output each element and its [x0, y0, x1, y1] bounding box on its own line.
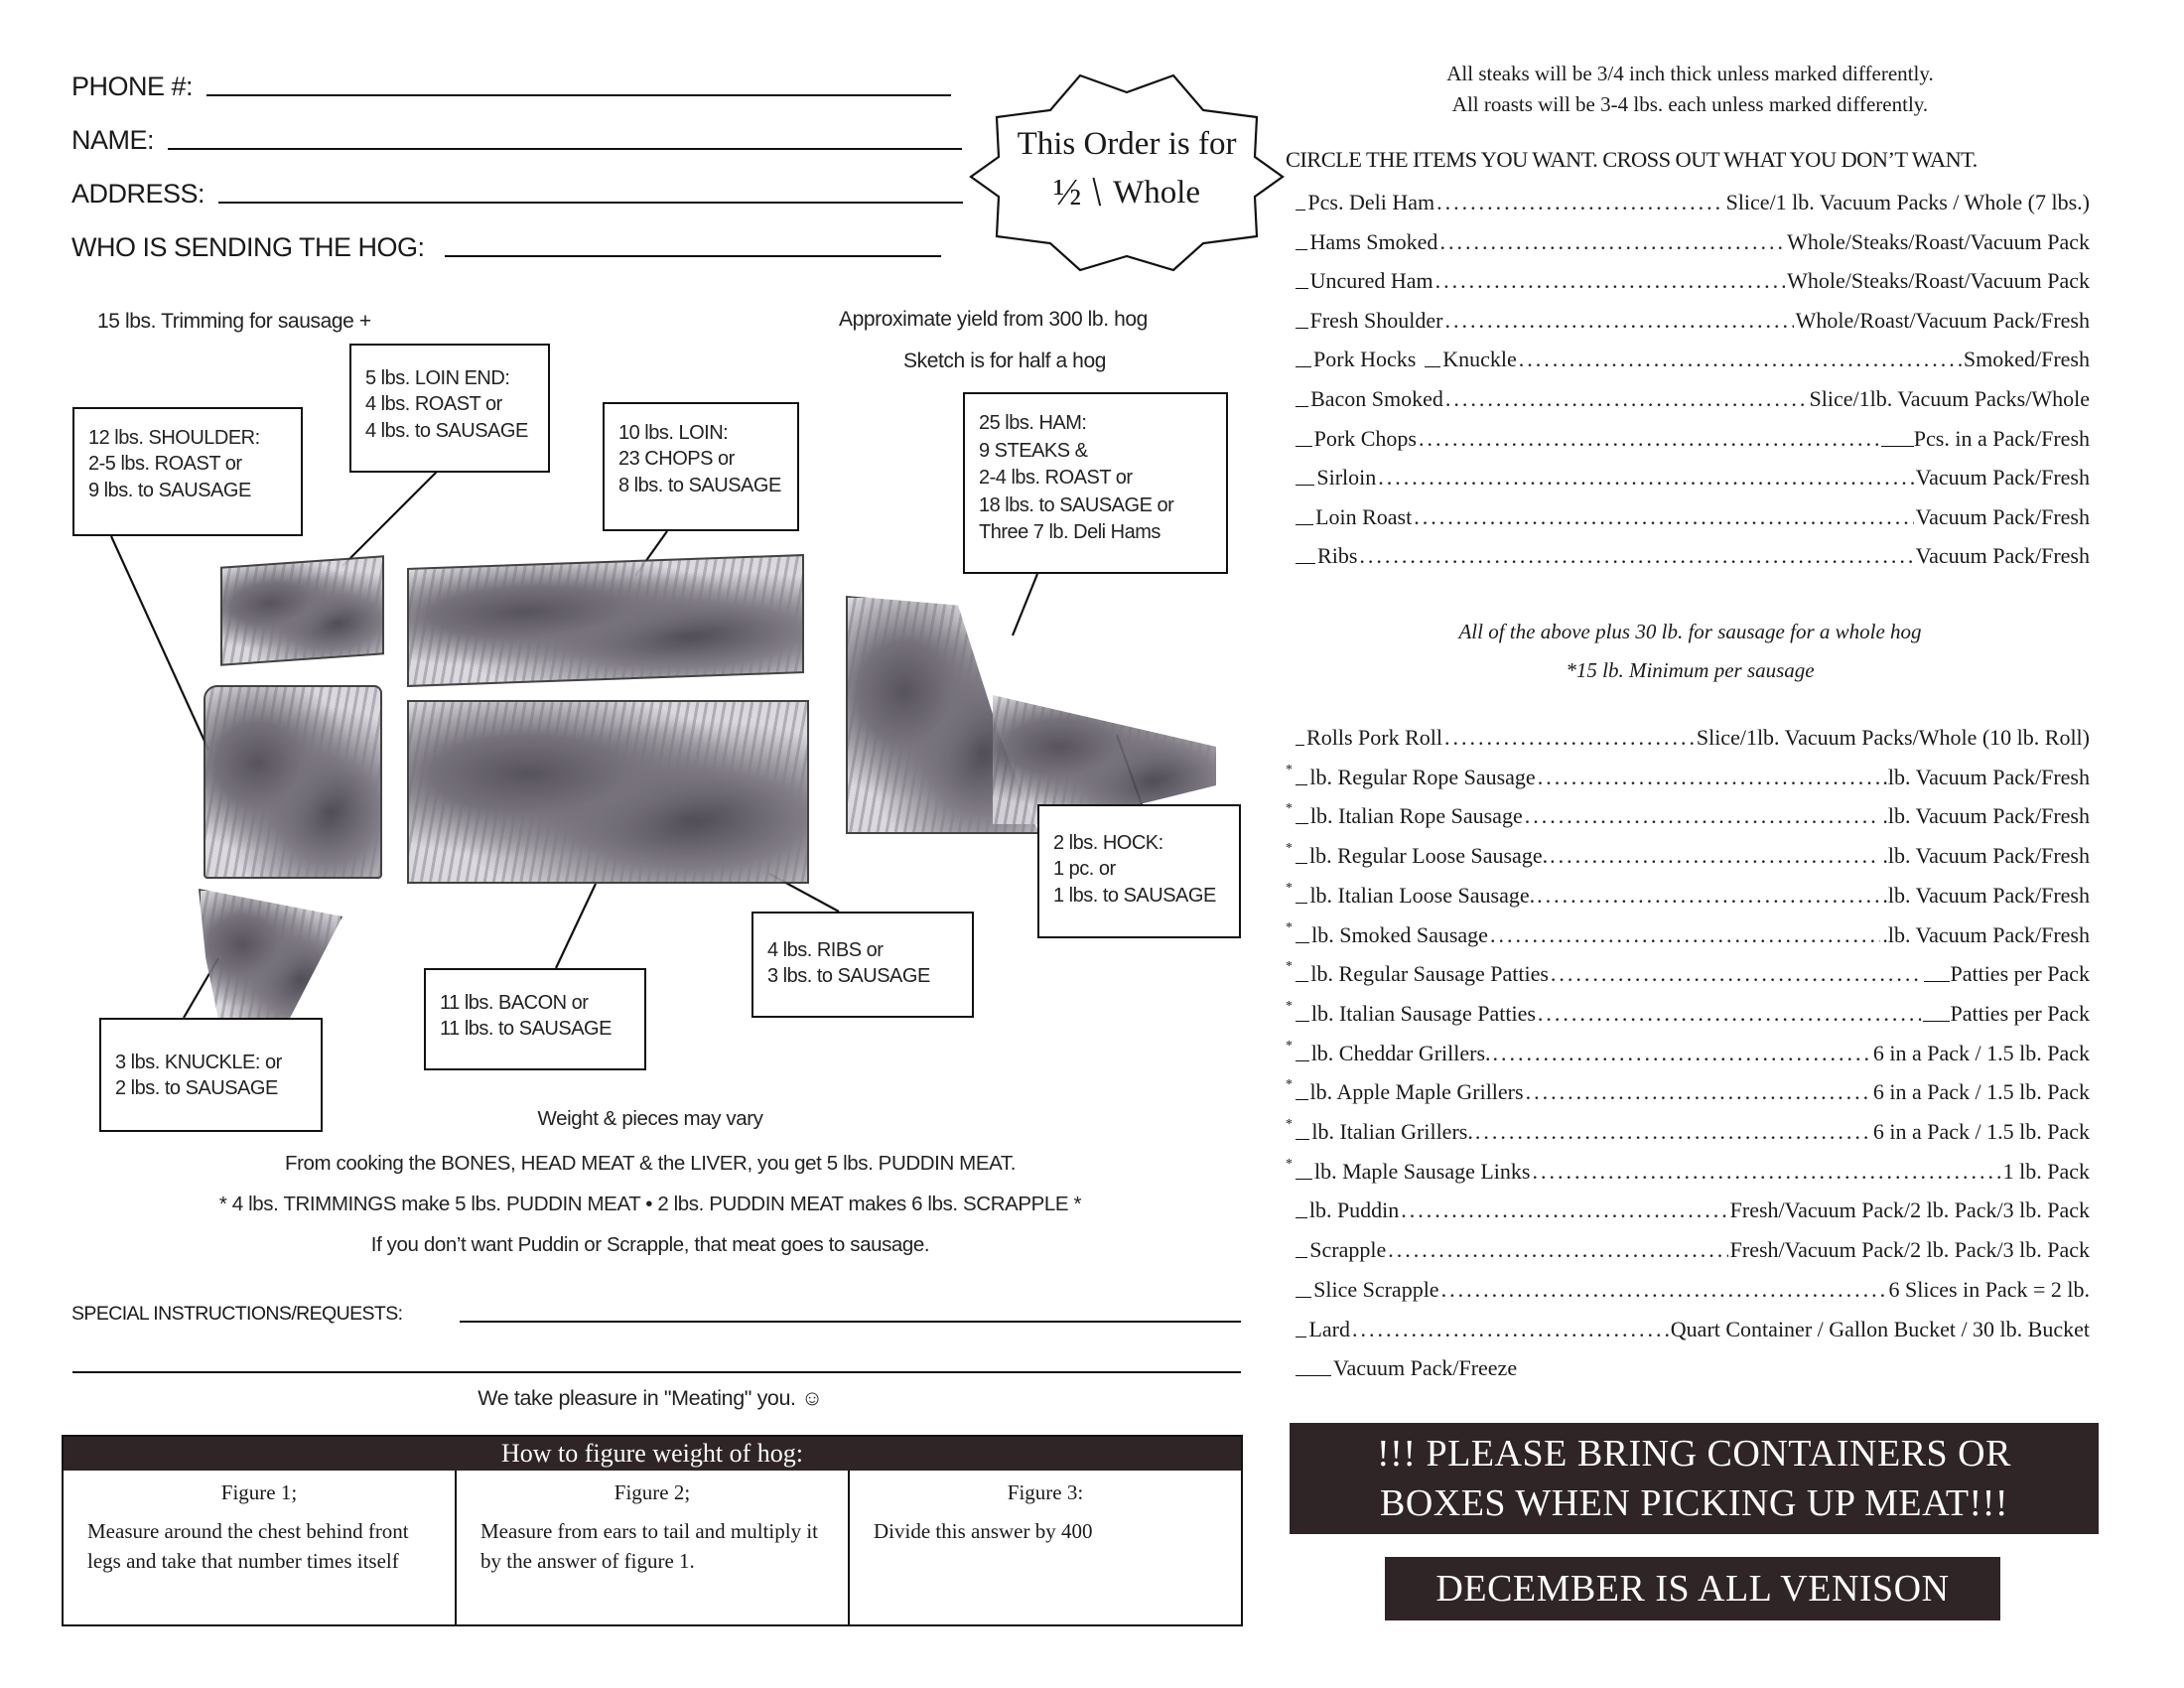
order-item-row[interactable]: [1296, 339, 2090, 372]
item-name: Pork Chops: [1313, 425, 1417, 451]
item-name: Ribs: [1317, 543, 1358, 569]
item-name: Fresh Shoulder: [1309, 307, 1443, 333]
leader-dots: [1519, 347, 1962, 372]
leader-dots: [1526, 1079, 1871, 1105]
item-options[interactable]: .lb. Vacuum Pack/Fresh: [1882, 764, 2090, 789]
item-name: lb. Maple Sausage Links: [1313, 1158, 1531, 1184]
yield-title: Approximate yield from 300 lb. hog: [839, 308, 1148, 331]
leader-dots: [1525, 803, 1881, 829]
order-badge-title: This Order is for: [1017, 126, 1237, 163]
sausage-minimum-asterisk: *: [1286, 1077, 1293, 1093]
quantity-blank[interactable]: [1296, 1297, 1311, 1298]
leader-dots: [1352, 1317, 1669, 1342]
order-item-row[interactable]: [1296, 1347, 2090, 1381]
leader-dots: [1441, 1277, 1887, 1303]
leader-dots: [1538, 1001, 1921, 1027]
quantity-blank[interactable]: [1296, 328, 1308, 329]
sausage-minimum-asterisk: *: [1286, 1156, 1293, 1172]
hock-line-3: 1 lbs. to SAUSAGE: [1053, 884, 1216, 907]
sausage-minimum-asterisk: *: [1286, 762, 1293, 777]
item-options[interactable]: Quart Container / Gallon Bucket / 30 lb. Bucket: [1670, 1316, 2090, 1341]
item-name: Scrapple: [1309, 1237, 1387, 1263]
loin-end-line-3: 4 lbs. to SAUSAGE: [365, 419, 528, 442]
containers-line-1: !!! PLEASE BRING CONTAINERS OR: [1377, 1433, 2011, 1475]
hock-yield-box: [1037, 804, 1241, 938]
shoulder-cut-image: [204, 685, 382, 879]
order-item-row[interactable]: [1286, 914, 2090, 948]
item-options[interactable]: Vacuum Pack/Fresh: [1915, 543, 2090, 569]
figure-2-title: Figure 2;: [614, 1480, 691, 1504]
order-item-row[interactable]: [1296, 260, 2090, 294]
item-options[interactable]: .lb. Vacuum Pack/Fresh: [1882, 803, 2090, 829]
address-label: ADDRESS:: [71, 179, 205, 209]
quantity-blank[interactable]: [1296, 446, 1312, 447]
item-options[interactable]: 6 in a Pack / 1.5 lb. Pack: [1872, 1040, 2090, 1065]
loin-line-1: 10 lbs. LOIN:: [618, 422, 729, 444]
bacon-ribs-cut-image: [407, 700, 809, 884]
leader-dots: [1378, 465, 1913, 491]
leader-dots: [1436, 190, 1723, 215]
item-options[interactable]: Whole/Steaks/Roast/Vacuum Pack: [1787, 228, 2090, 254]
figure-2-text: Measure from ears to tail and multiply it by the answer of figure 1.: [480, 1519, 818, 1573]
phone-label: PHONE #:: [71, 71, 194, 101]
item-options[interactable]: Slice/1lb. Vacuum Packs/Whole: [1809, 386, 2090, 411]
ham-line-5: Three 7 lb. Deli Hams: [979, 521, 1160, 544]
quantity-blank[interactable]: [1296, 1257, 1307, 1258]
figure-3-cell: [850, 1471, 1241, 1624]
item-options[interactable]: Vacuum Pack/Fresh: [1915, 503, 2090, 529]
ribs-yield-box: [751, 912, 974, 1018]
leader-dots: [1538, 765, 1881, 790]
order-item-row[interactable]: [1296, 418, 2090, 452]
option-separator: \: [1093, 170, 1102, 216]
shoulder-line-2: 2-5 lbs. ROAST or: [88, 453, 242, 476]
order-item-row[interactable]: [1286, 835, 2090, 869]
item-name: lb. Puddin: [1308, 1197, 1400, 1223]
item-name: lb. Italian Grillers.: [1311, 1119, 1473, 1144]
figure-1-cell: [64, 1471, 457, 1624]
quantity-blank[interactable]: [1296, 745, 1304, 746]
trimming-note: 15 lbs. Trimming for sausage +: [97, 310, 371, 333]
ham-line-1: 25 lbs. HAM:: [979, 412, 1087, 434]
quantity-blank[interactable]: [1296, 563, 1315, 564]
whole-option[interactable]: Whole: [1113, 174, 1201, 211]
pack-count-blank[interactable]: [1881, 446, 1914, 447]
leader-dots: [1493, 1041, 1871, 1066]
trimmings-note: * 4 lbs. TRIMMINGS make 5 lbs. PUDDIN MEAT • 2 lbs. PUDDIN MEAT makes 6 lbs. SCRAPPLE *: [218, 1193, 1082, 1215]
leader-dots: [1551, 961, 1922, 987]
quantity-blank[interactable]: [1296, 981, 1308, 982]
quantity-blank[interactable]: [1296, 524, 1313, 525]
hock-line-2: 1 pc. or: [1053, 858, 1116, 881]
leader-dots: [1444, 725, 1695, 751]
leader-dots: [1550, 843, 1880, 869]
loin-end-line-1: 5 lbs. LOIN END:: [365, 367, 510, 389]
item-name-2: Knuckle: [1442, 347, 1517, 372]
shoulder-line-1: 12 lbs. SHOULDER:: [88, 427, 260, 449]
item-options[interactable]: 6 Slices in Pack = 2 lb.: [1888, 1276, 2090, 1302]
item-name: lb. Smoked Sausage: [1311, 921, 1488, 947]
leader-dots: [1414, 504, 1913, 530]
quantity-blank[interactable]: [1296, 406, 1308, 407]
leader-dots: [1444, 308, 1793, 334]
order-item-row[interactable]: [1296, 300, 2090, 334]
item-options[interactable]: .lb. Vacuum Pack/Fresh: [1882, 882, 2090, 908]
bacon-line-2: 11 lbs. to SAUSAGE: [440, 1018, 612, 1041]
ham-line-3: 2-4 lbs. ROAST or: [979, 467, 1133, 490]
sausage-minimum-asterisk: *: [1286, 998, 1293, 1014]
venison-text: DECEMBER IS ALL VENISON: [1435, 1568, 1950, 1610]
item-options[interactable]: Slice/1lb. Vacuum Packs/Whole (10 lb. Roll): [1696, 725, 2090, 750]
item-options[interactable]: 1 lb. Pack: [2002, 1158, 2090, 1184]
order-item-row[interactable]: [1286, 1033, 2090, 1066]
tagline: We take pleasure in "Meating" you. ☺: [478, 1386, 823, 1410]
steaks-note: All steaks will be 3/4 inch thick unless marked differently.: [1446, 62, 1934, 85]
circle-instruction: CIRCLE THE ITEMS YOU WANT. CROSS OUT WHAT YOU DON’T WANT.: [1286, 147, 1978, 172]
item-name: lb. Cheddar Grillers.: [1310, 1040, 1491, 1065]
item-name: Bacon Smoked: [1310, 386, 1443, 411]
sausage-minimum-asterisk: *: [1286, 959, 1293, 975]
leader-dots: [1388, 1237, 1727, 1263]
order-item-row[interactable]: [1286, 875, 2090, 909]
item-name: lb. Italian Sausage Patties: [1310, 1000, 1536, 1026]
venison-banner: [1385, 1557, 2000, 1620]
quantity-blank[interactable]: [1296, 1336, 1306, 1337]
sausage-minimum-asterisk: *: [1286, 801, 1293, 817]
item-name: Hams Smoked: [1309, 228, 1438, 254]
item-options[interactable]: Pcs. in a Pack/Fresh: [1913, 425, 2090, 451]
item-options[interactable]: Smoked/Fresh: [1963, 347, 2090, 372]
order-item-row[interactable]: [1296, 1309, 2090, 1342]
leader-dots: [1537, 883, 1880, 909]
quantity-blank[interactable]: [1296, 1375, 1331, 1376]
ham-line-4: 18 lbs. to SAUSAGE or: [979, 493, 1174, 516]
item-options[interactable]: Patties per Pack: [1950, 961, 2090, 987]
leader-dots: [1475, 1119, 1871, 1145]
loin-end-cut-image: [220, 555, 384, 666]
figure-3-title: Figure 3:: [1007, 1480, 1084, 1504]
figure-1-text: Measure around the chest behind front legs and take that number times itself: [87, 1519, 409, 1573]
special-instructions-label: SPECIAL INSTRUCTIONS/REQUESTS:: [71, 1303, 403, 1325]
item-name: Uncured Ham: [1309, 268, 1433, 294]
quantity-blank-2[interactable]: [1425, 366, 1440, 367]
order-item-row[interactable]: [1286, 1071, 2090, 1105]
item-options[interactable]: Patties per Pack: [1950, 1000, 2090, 1026]
sausage-minimum-asterisk: *: [1286, 880, 1293, 896]
roasts-note: All roasts will be 3-4 lbs. each unless marked differently.: [1451, 92, 1929, 116]
loin-end-line-2: 4 lbs. ROAST or: [365, 393, 502, 416]
name-label: NAME:: [71, 125, 155, 155]
item-options[interactable]: 6 in a Pack / 1.5 lb. Pack: [1872, 1119, 2090, 1144]
puddin-note: From cooking the BONES, HEAD MEAT & the LIVER, you get 5 lbs. PUDDIN MEAT.: [285, 1152, 1016, 1175]
whole-hog-note: All of the above plus 30 lb. for sausage for a whole hog: [1458, 620, 1922, 643]
sender-label: WHO IS SENDING THE HOG:: [71, 232, 425, 262]
item-name: lb. Italian Loose Sausage.: [1309, 882, 1536, 908]
order-item-row[interactable]: [1296, 1229, 2090, 1263]
leader-dots: [1435, 268, 1785, 294]
order-item-row[interactable]: [1286, 953, 2090, 987]
special-instructions-line-2[interactable]: [72, 1371, 1241, 1373]
pack-count-blank[interactable]: [1924, 981, 1951, 982]
ribs-line-1: 4 lbs. RIBS or: [767, 939, 884, 961]
item-name: Slice Scrapple: [1313, 1276, 1439, 1302]
quantity-blank[interactable]: [1296, 823, 1308, 824]
order-item-row[interactable]: [1296, 182, 2090, 215]
containers-banner: [1290, 1423, 2099, 1534]
order-item-row[interactable]: [1296, 1190, 2090, 1223]
item-name: lb. Apple Maple Grillers: [1309, 1079, 1524, 1105]
leader-dots: [1439, 229, 1785, 255]
leader-dots: [1401, 1197, 1727, 1223]
quantity-blank[interactable]: [1296, 942, 1309, 943]
figure-2-cell: [457, 1471, 850, 1624]
quantity-blank[interactable]: [1296, 485, 1314, 486]
item-options[interactable]: Whole/Roast/Vacuum Pack/Fresh: [1795, 307, 2090, 333]
sausage-minimum-asterisk: *: [1286, 841, 1293, 857]
order-item-row[interactable]: [1286, 993, 2090, 1027]
item-options[interactable]: Fresh/Vacuum Pack/2 lb. Pack/3 lb. Pack: [1729, 1237, 2090, 1263]
order-item-row[interactable]: [1286, 1111, 2090, 1145]
loin-cut-image: [407, 554, 804, 687]
item-name: Pcs. Deli Ham: [1307, 190, 1435, 214]
order-item-row[interactable]: [1296, 221, 2090, 255]
quantity-blank[interactable]: [1296, 1217, 1307, 1218]
leader-dots: [1359, 543, 1913, 569]
knuckle-line-2: 2 lbs. to SAUSAGE: [115, 1077, 278, 1100]
bacon-line-1: 11 lbs. BACON or: [440, 992, 589, 1014]
order-item-row[interactable]: [1296, 496, 2090, 530]
leader-dots: [1419, 426, 1879, 452]
sausage-minimum-asterisk: *: [1286, 919, 1293, 935]
item-options[interactable]: .lb. Vacuum Pack/Fresh: [1882, 921, 2090, 947]
loin-yield-box: [603, 402, 799, 531]
sketch-note: Sketch is for half a hog: [903, 350, 1107, 372]
order-item-row[interactable]: [1296, 1269, 2090, 1303]
item-name: Lard: [1308, 1316, 1350, 1341]
sausage-fallback-note: If you don’t want Puddin or Scrapple, that meat goes to sausage.: [370, 1233, 930, 1256]
quantity-blank[interactable]: [1296, 1060, 1309, 1061]
weight-vary-note: Weight & pieces may vary: [537, 1107, 763, 1130]
sausage-minimum-asterisk: *: [1286, 1117, 1293, 1132]
quantity-blank[interactable]: [1296, 210, 1305, 211]
hog-weight-table: [62, 1435, 1243, 1626]
item-options[interactable]: Whole/Steaks/Roast/Vacuum Pack: [1787, 268, 2090, 294]
quantity-blank[interactable]: [1296, 863, 1307, 864]
hog-weight-title: How to figure weight of hog:: [64, 1437, 1241, 1471]
containers-line-2: BOXES WHEN PICKING UP MEAT!!!: [1379, 1482, 2009, 1524]
leader-dots: [1445, 386, 1808, 412]
loin-end-yield-box: [349, 344, 550, 473]
order-item-row[interactable]: [1296, 535, 2090, 569]
quantity-blank[interactable]: [1296, 1099, 1308, 1100]
item-name: lb. Regular Rope Sausage: [1309, 764, 1536, 789]
pack-count-blank[interactable]: [1923, 1021, 1951, 1022]
figure-1-title: Figure 1;: [220, 1480, 298, 1504]
order-item-row[interactable]: [1286, 1151, 2090, 1185]
hock-line-1: 2 lbs. HOCK:: [1053, 832, 1163, 854]
quantity-blank[interactable]: [1296, 903, 1307, 904]
half-option[interactable]: ½: [1052, 171, 1082, 213]
order-item-row[interactable]: [1296, 717, 2090, 751]
knuckle-line-1: 3 lbs. KNUCKLE: or: [115, 1052, 282, 1073]
special-instructions-line-1[interactable]: [460, 1321, 1241, 1323]
item-options[interactable]: .lb. Vacuum Pack/Fresh: [1882, 843, 2090, 869]
quantity-blank[interactable]: [1296, 1139, 1309, 1140]
quantity-blank[interactable]: [1296, 366, 1311, 367]
item-options[interactable]: Vacuum Pack/Fresh: [1915, 465, 2090, 491]
sausage-minimum-asterisk: *: [1286, 1038, 1293, 1054]
quantity-blank[interactable]: [1296, 288, 1308, 289]
item-name: lb. Regular Loose Sausage.: [1308, 843, 1549, 869]
item-name: lb. Regular Sausage Patties: [1310, 961, 1549, 987]
item-name: Sirloin: [1316, 465, 1377, 491]
order-item-row[interactable]: [1296, 378, 2090, 412]
item-name: Vacuum Pack/Freeze: [1333, 1355, 1518, 1381]
item-name: Rolls Pork Roll: [1306, 725, 1442, 750]
quantity-blank[interactable]: [1296, 784, 1307, 785]
leader-dots: [1532, 1159, 2000, 1185]
ham-yield-box: [963, 392, 1228, 574]
item-options[interactable]: Slice/1 lb. Vacuum Packs / Whole (7 lbs.): [1725, 190, 2090, 214]
figure-3-text: Divide this answer by 400: [874, 1519, 1093, 1544]
shoulder-line-3: 9 lbs. to SAUSAGE: [88, 479, 251, 501]
item-name: lb. Italian Rope Sausage: [1309, 803, 1523, 829]
shoulder-yield-box: [72, 407, 303, 536]
leader-dots: [1490, 922, 1880, 948]
quantity-blank[interactable]: [1296, 249, 1307, 250]
loin-line-3: 8 lbs. to SAUSAGE: [618, 474, 781, 496]
item-options[interactable]: 6 in a Pack / 1.5 lb. Pack: [1872, 1079, 2090, 1105]
order-item-row[interactable]: [1286, 795, 2090, 829]
loin-line-2: 23 CHOPS or: [618, 448, 735, 471]
quantity-blank[interactable]: [1296, 1179, 1312, 1180]
bacon-yield-box: [424, 968, 646, 1070]
item-name: Pork Hocks: [1313, 347, 1417, 372]
item-name: Loin Roast: [1315, 503, 1413, 529]
ribs-line-2: 3 lbs. to SAUSAGE: [767, 965, 930, 988]
ham-line-2: 9 STEAKS &: [979, 439, 1088, 462]
quantity-blank[interactable]: [1296, 1021, 1309, 1022]
item-options[interactable]: Fresh/Vacuum Pack/2 lb. Pack/3 lb. Pack: [1729, 1197, 2090, 1223]
sausage-minimum-note: *15 lb. Minimum per sausage: [1566, 658, 1815, 682]
order-item-row[interactable]: [1286, 757, 2090, 790]
order-item-row[interactable]: [1296, 457, 2090, 491]
